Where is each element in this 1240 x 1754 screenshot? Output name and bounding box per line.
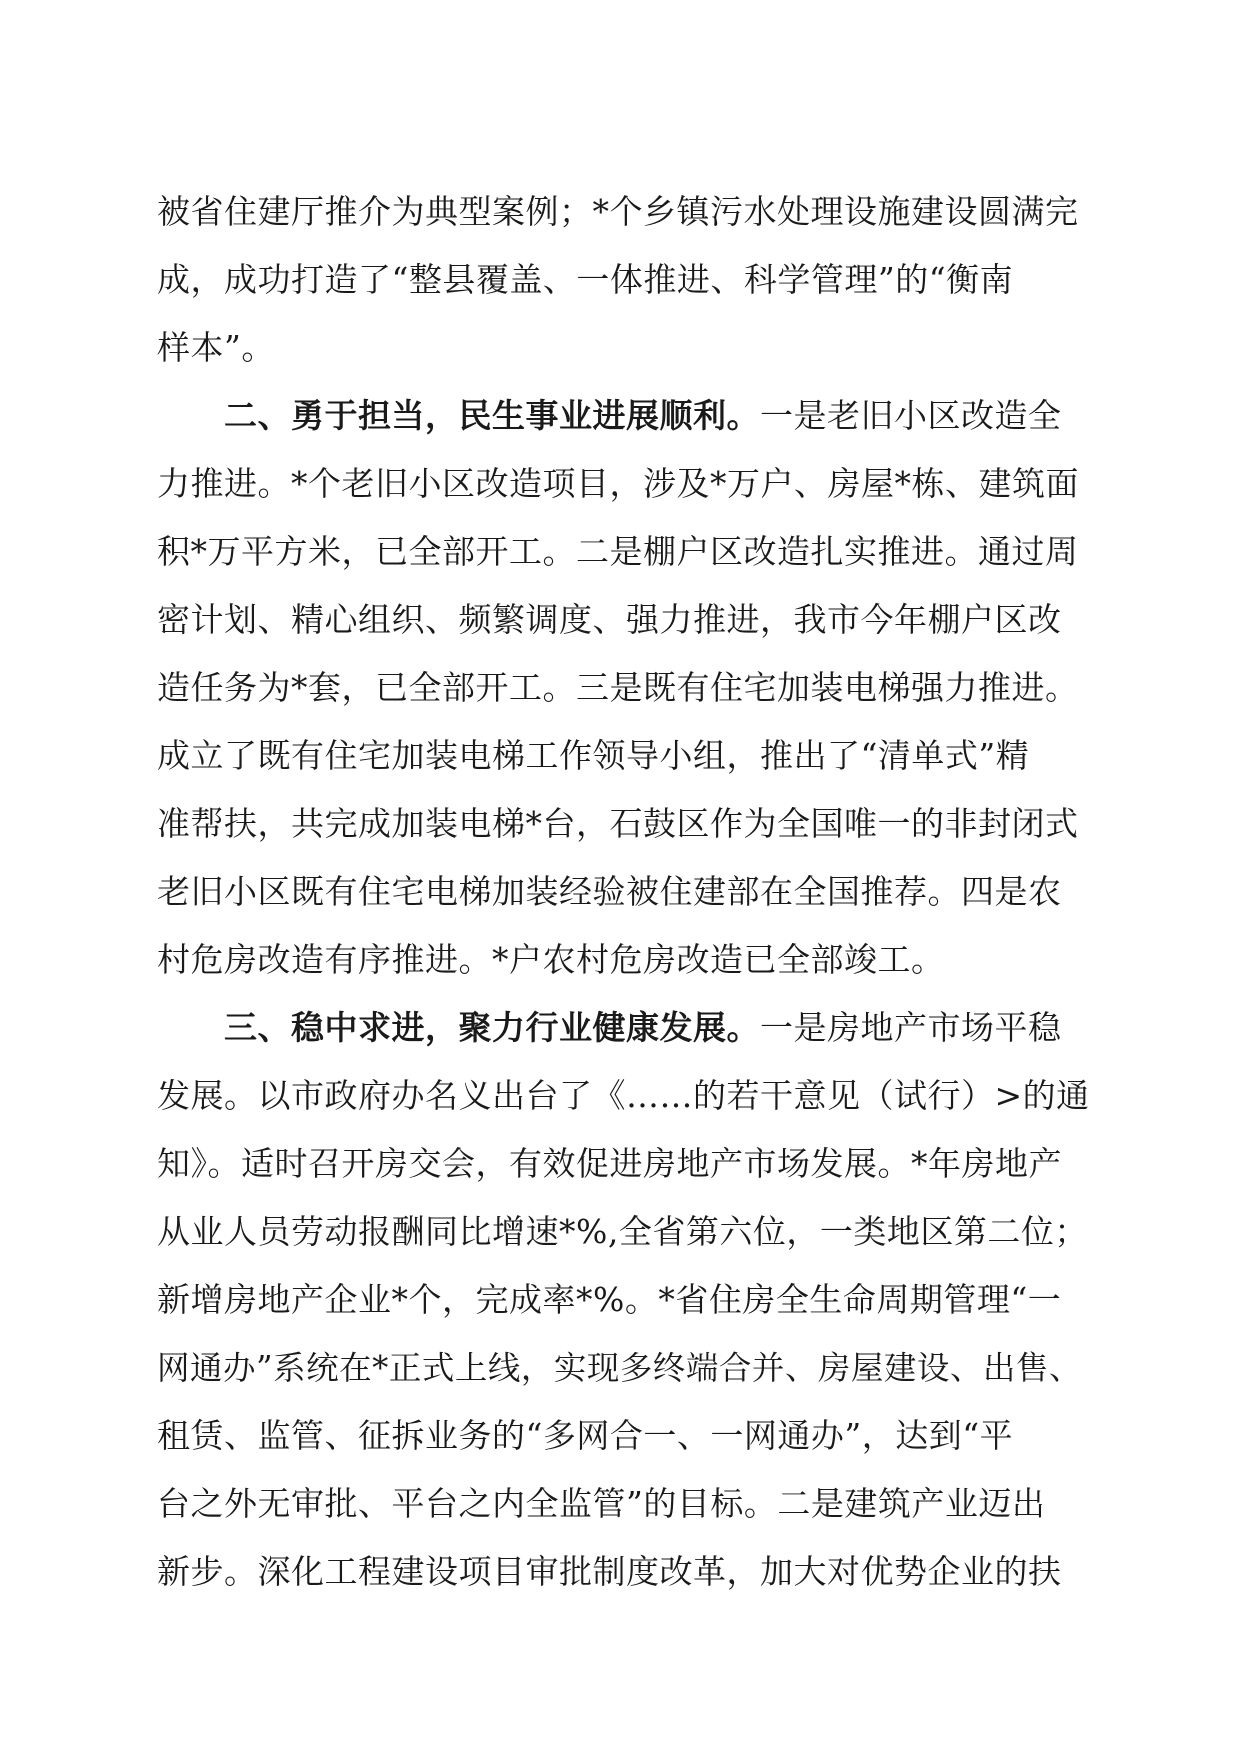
paragraph-line: 台之外无审批、平台之内全监管”的目标。二是建筑产业迈出 xyxy=(157,1484,1046,1523)
section-2-first-line xyxy=(224,394,1062,438)
section-2-lead-text: 一是老旧小区改造全 xyxy=(760,396,1062,435)
paragraph-line: 力推进。*个老旧小区改造项目，涉及*万户、房屋*栋、建筑面 xyxy=(157,464,1079,503)
section-3-lead-text: 一是房地产市场平稳 xyxy=(760,1008,1062,1047)
paragraph-line: 租赁、监管、征拆业务的“多网合一、一网通办”，达到“平 xyxy=(157,1416,1014,1455)
paragraph-line: 村危房改造有序推进。*户农村危房改造已全部竣工。 xyxy=(157,940,945,979)
paragraph-line: 造任务为*套，已全部开工。三是既有住宅加装电梯强力推进。 xyxy=(157,668,1079,707)
paragraph-line: 密计划、精心组织、频繁调度、强力推进，我市今年棚户区改 xyxy=(157,600,1062,639)
paragraph-line: 发展。以市政府办名义出台了《……的若干意见（试行）>的通 xyxy=(157,1076,1090,1115)
paragraph-line: 老旧小区既有住宅电梯加装经验被住建部在全国推荐。四是农 xyxy=(157,872,1062,911)
section-3-first-line xyxy=(224,1006,1062,1050)
paragraph-line: 知》。适时召开房交会，有效促进房地产市场发展。*年房地产 xyxy=(157,1144,1062,1183)
paragraph-line: 网通办”系统在*正式上线，实现多终端合并、房屋建设、出售、 xyxy=(157,1349,1082,1387)
paragraph-line: 成立了既有住宅加装电梯工作领导小组，推出了“清单式”精 xyxy=(157,736,1030,775)
paragraph-line: 从业人员劳动报酬同比增速*%,全省第六位，一类地区第二位； xyxy=(157,1212,1088,1251)
paragraph-line: 被省住建厅推介为典型案例；*个乡镇污水处理设施建设圆满完 xyxy=(157,192,1079,231)
paragraph-line: 积*万平方米，已全部开工。二是棚户区改造扎实推进。通过周 xyxy=(157,532,1079,571)
section-2-heading: 二、勇于担当，民生事业进展顺利。 xyxy=(224,396,760,435)
paragraph-line: 新增房地产企业*个，完成率*%。*省住房全生命周期管理“一 xyxy=(157,1280,1062,1319)
section-3-heading: 三、稳中求进，聚力行业健康发展。 xyxy=(224,1008,760,1047)
paragraph-line: 样本”。 xyxy=(157,328,275,367)
paragraph-line: 成，成功打造了“整县覆盖、一体推进、科学管理”的“衡南 xyxy=(157,260,1014,299)
paragraph-line: 新步。深化工程建设项目审批制度改革，加大对优势企业的扶 xyxy=(157,1552,1062,1591)
paragraph-line: 准帮扶，共完成加装电梯*台，石鼓区作为全国唯一的非封闭式 xyxy=(157,804,1079,843)
